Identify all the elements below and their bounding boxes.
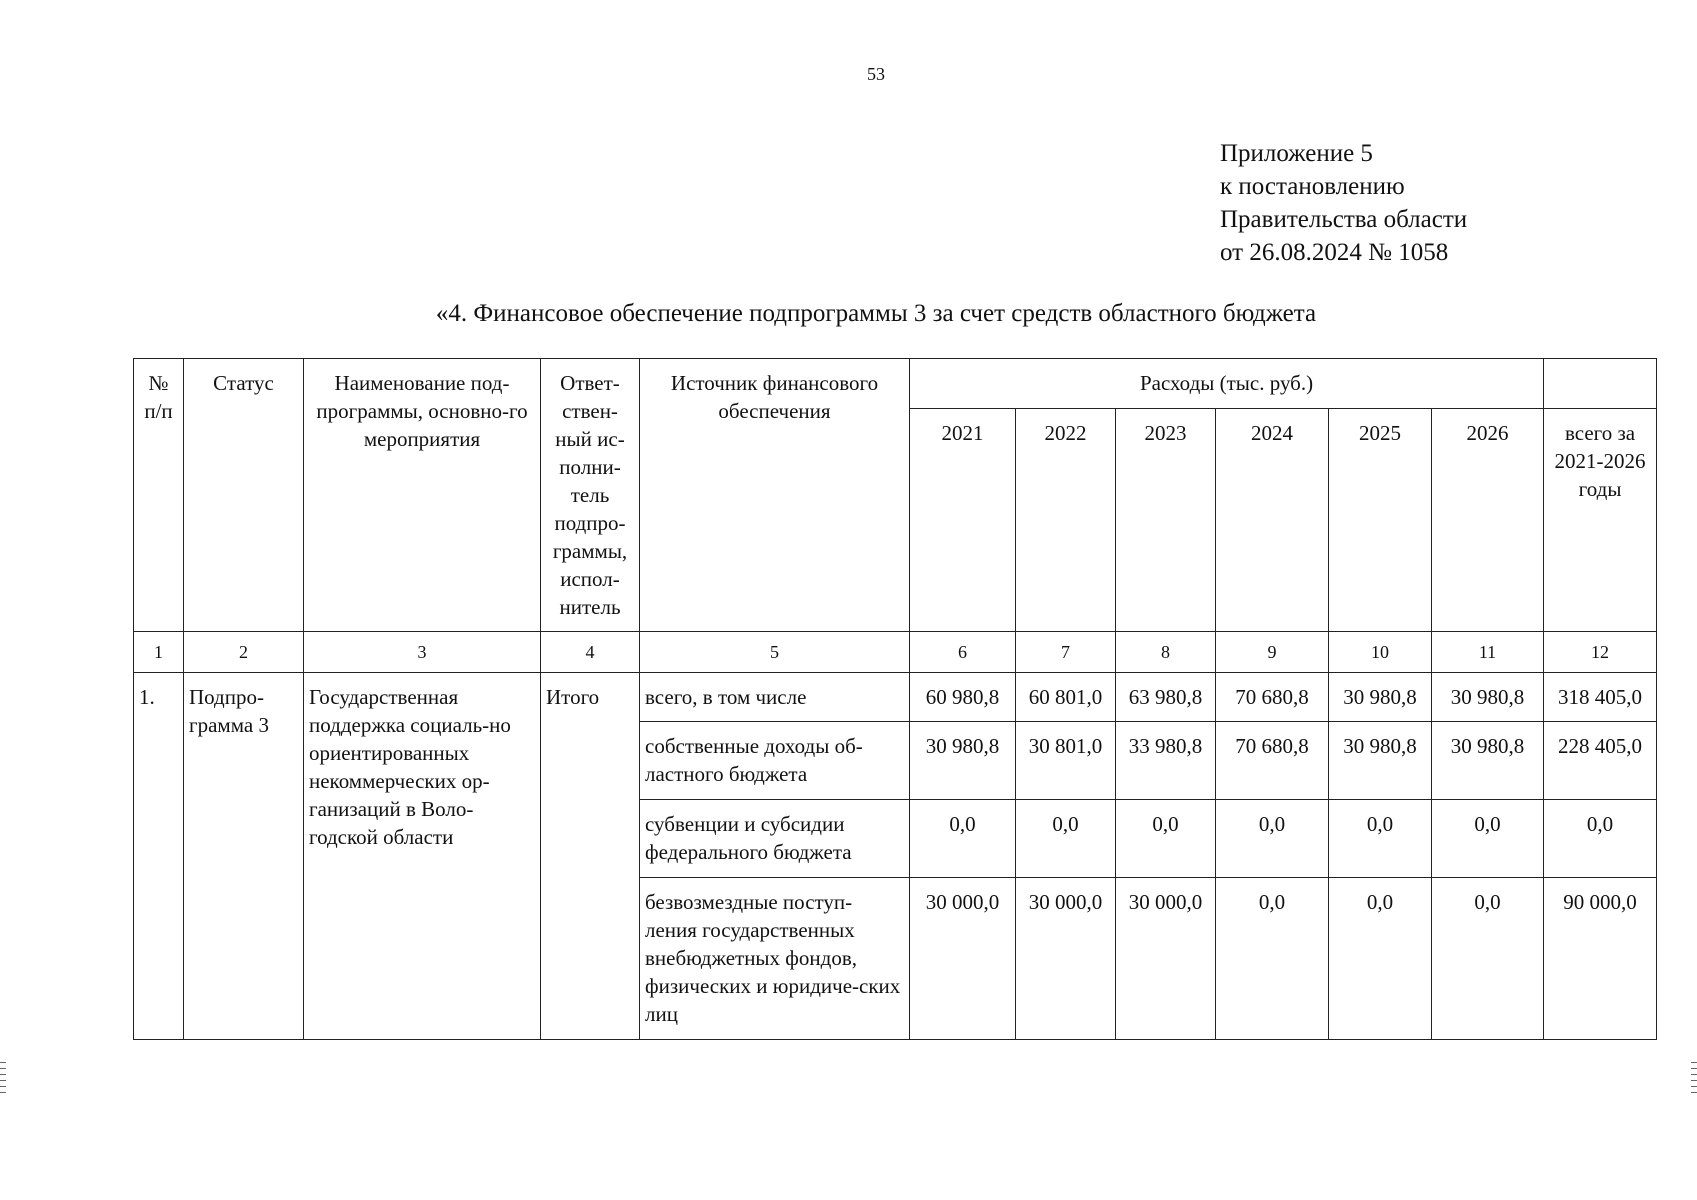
column-number: 11	[1432, 632, 1544, 673]
column-number: 2	[184, 632, 304, 673]
source-cell: собственные доходы об-ластного бюджета	[640, 722, 910, 800]
value-cell: 30 801,0	[1016, 722, 1116, 800]
value-cell: 0,0	[1329, 800, 1432, 878]
source-cell: субвенции и субсидии федерального бюджета	[640, 800, 910, 878]
value-cell: 0,0	[1116, 800, 1216, 878]
value-cell: 30 980,8	[1432, 722, 1544, 800]
header-empty-cell	[1544, 359, 1657, 409]
total-cell: 228 405,0	[1544, 722, 1657, 800]
source-cell: всего, в том числе	[640, 673, 910, 722]
column-number: 3	[304, 632, 541, 673]
appendix-line-3: Правительства области	[1220, 206, 1468, 233]
value-cell: 30 980,8	[1329, 673, 1432, 722]
value-cell: 0,0	[1329, 877, 1432, 1039]
header-source: Источник финансового обеспечения	[640, 359, 910, 632]
column-number: 9	[1216, 632, 1329, 673]
column-number: 7	[1016, 632, 1116, 673]
header-year-2026: 2026	[1432, 409, 1544, 632]
header-responsible: Ответ-ствен-ный ис-полни-тель подпро-граммы, испол-нитель	[541, 359, 640, 632]
left-scan-marks	[0, 1062, 6, 1098]
value-cell: 0,0	[1432, 877, 1544, 1039]
column-number: 10	[1329, 632, 1432, 673]
value-cell: 0,0	[1216, 877, 1329, 1039]
value-cell: 30 000,0	[1016, 877, 1116, 1039]
header-year-2025: 2025	[1329, 409, 1432, 632]
value-cell: 60 801,0	[1016, 673, 1116, 722]
value-cell: 63 980,8	[1116, 673, 1216, 722]
column-number: 4	[541, 632, 640, 673]
value-cell: 0,0	[1432, 800, 1544, 878]
row-responsible: Итого	[541, 673, 640, 1040]
header-year-2022: 2022	[1016, 409, 1116, 632]
appendix-line-1: Приложение 5	[1220, 140, 1373, 167]
appendix-line-4: от 26.08.2024 № 1058	[1220, 239, 1449, 266]
value-cell: 70 680,8	[1216, 722, 1329, 800]
column-number: 8	[1116, 632, 1216, 673]
total-cell: 90 000,0	[1544, 877, 1657, 1039]
right-scan-marks	[1691, 1062, 1697, 1098]
appendix-block	[1220, 137, 1467, 269]
value-cell: 0,0	[1016, 800, 1116, 878]
column-number: 12	[1544, 632, 1657, 673]
source-cell: безвозмездные поступ-ления государственных внебюджетных фондов, физических и юридиче-ских лиц	[640, 877, 910, 1039]
table-row	[134, 673, 1657, 722]
row-name: Государственная поддержка социаль-но ориентированных некоммерческих ор-ганизаций в Воло-годской области	[304, 673, 541, 1040]
header-name: Наименование под-программы, основно-го мероприятия	[304, 359, 541, 632]
column-number: 5	[640, 632, 910, 673]
total-cell: 0,0	[1544, 800, 1657, 878]
header-status: Статус	[184, 359, 304, 632]
table-title: «4. Финансовое обеспечение подпрограммы 3 за счет средств областного бюджета	[435, 300, 1317, 327]
page-number: 53	[867, 64, 885, 84]
value-cell: 30 980,8	[910, 722, 1016, 800]
value-cell: 30 980,8	[1329, 722, 1432, 800]
row-num: 1.	[134, 673, 184, 1040]
column-number-row	[134, 632, 1657, 673]
value-cell: 70 680,8	[1216, 673, 1329, 722]
financing-table	[133, 358, 1657, 1040]
header-year-2023: 2023	[1116, 409, 1216, 632]
value-cell: 30 980,8	[1432, 673, 1544, 722]
value-cell: 0,0	[1216, 800, 1329, 878]
header-year-2021: 2021	[910, 409, 1016, 632]
value-cell: 30 000,0	[910, 877, 1016, 1039]
column-number: 6	[910, 632, 1016, 673]
total-cell: 318 405,0	[1544, 673, 1657, 722]
header-year-2024: 2024	[1216, 409, 1329, 632]
value-cell: 30 000,0	[1116, 877, 1216, 1039]
row-status: Подпро-грамма 3	[184, 673, 304, 1040]
header-num: № п/п	[134, 359, 184, 632]
column-number: 1	[134, 632, 184, 673]
header-expenses: Расходы (тыс. руб.)	[910, 359, 1544, 409]
value-cell: 33 980,8	[1116, 722, 1216, 800]
header-total: всего за 2021-2026 годы	[1544, 409, 1657, 632]
value-cell: 60 980,8	[910, 673, 1016, 722]
appendix-line-2: к постановлению	[1220, 173, 1405, 200]
header-row-1	[134, 359, 1657, 409]
value-cell: 0,0	[910, 800, 1016, 878]
